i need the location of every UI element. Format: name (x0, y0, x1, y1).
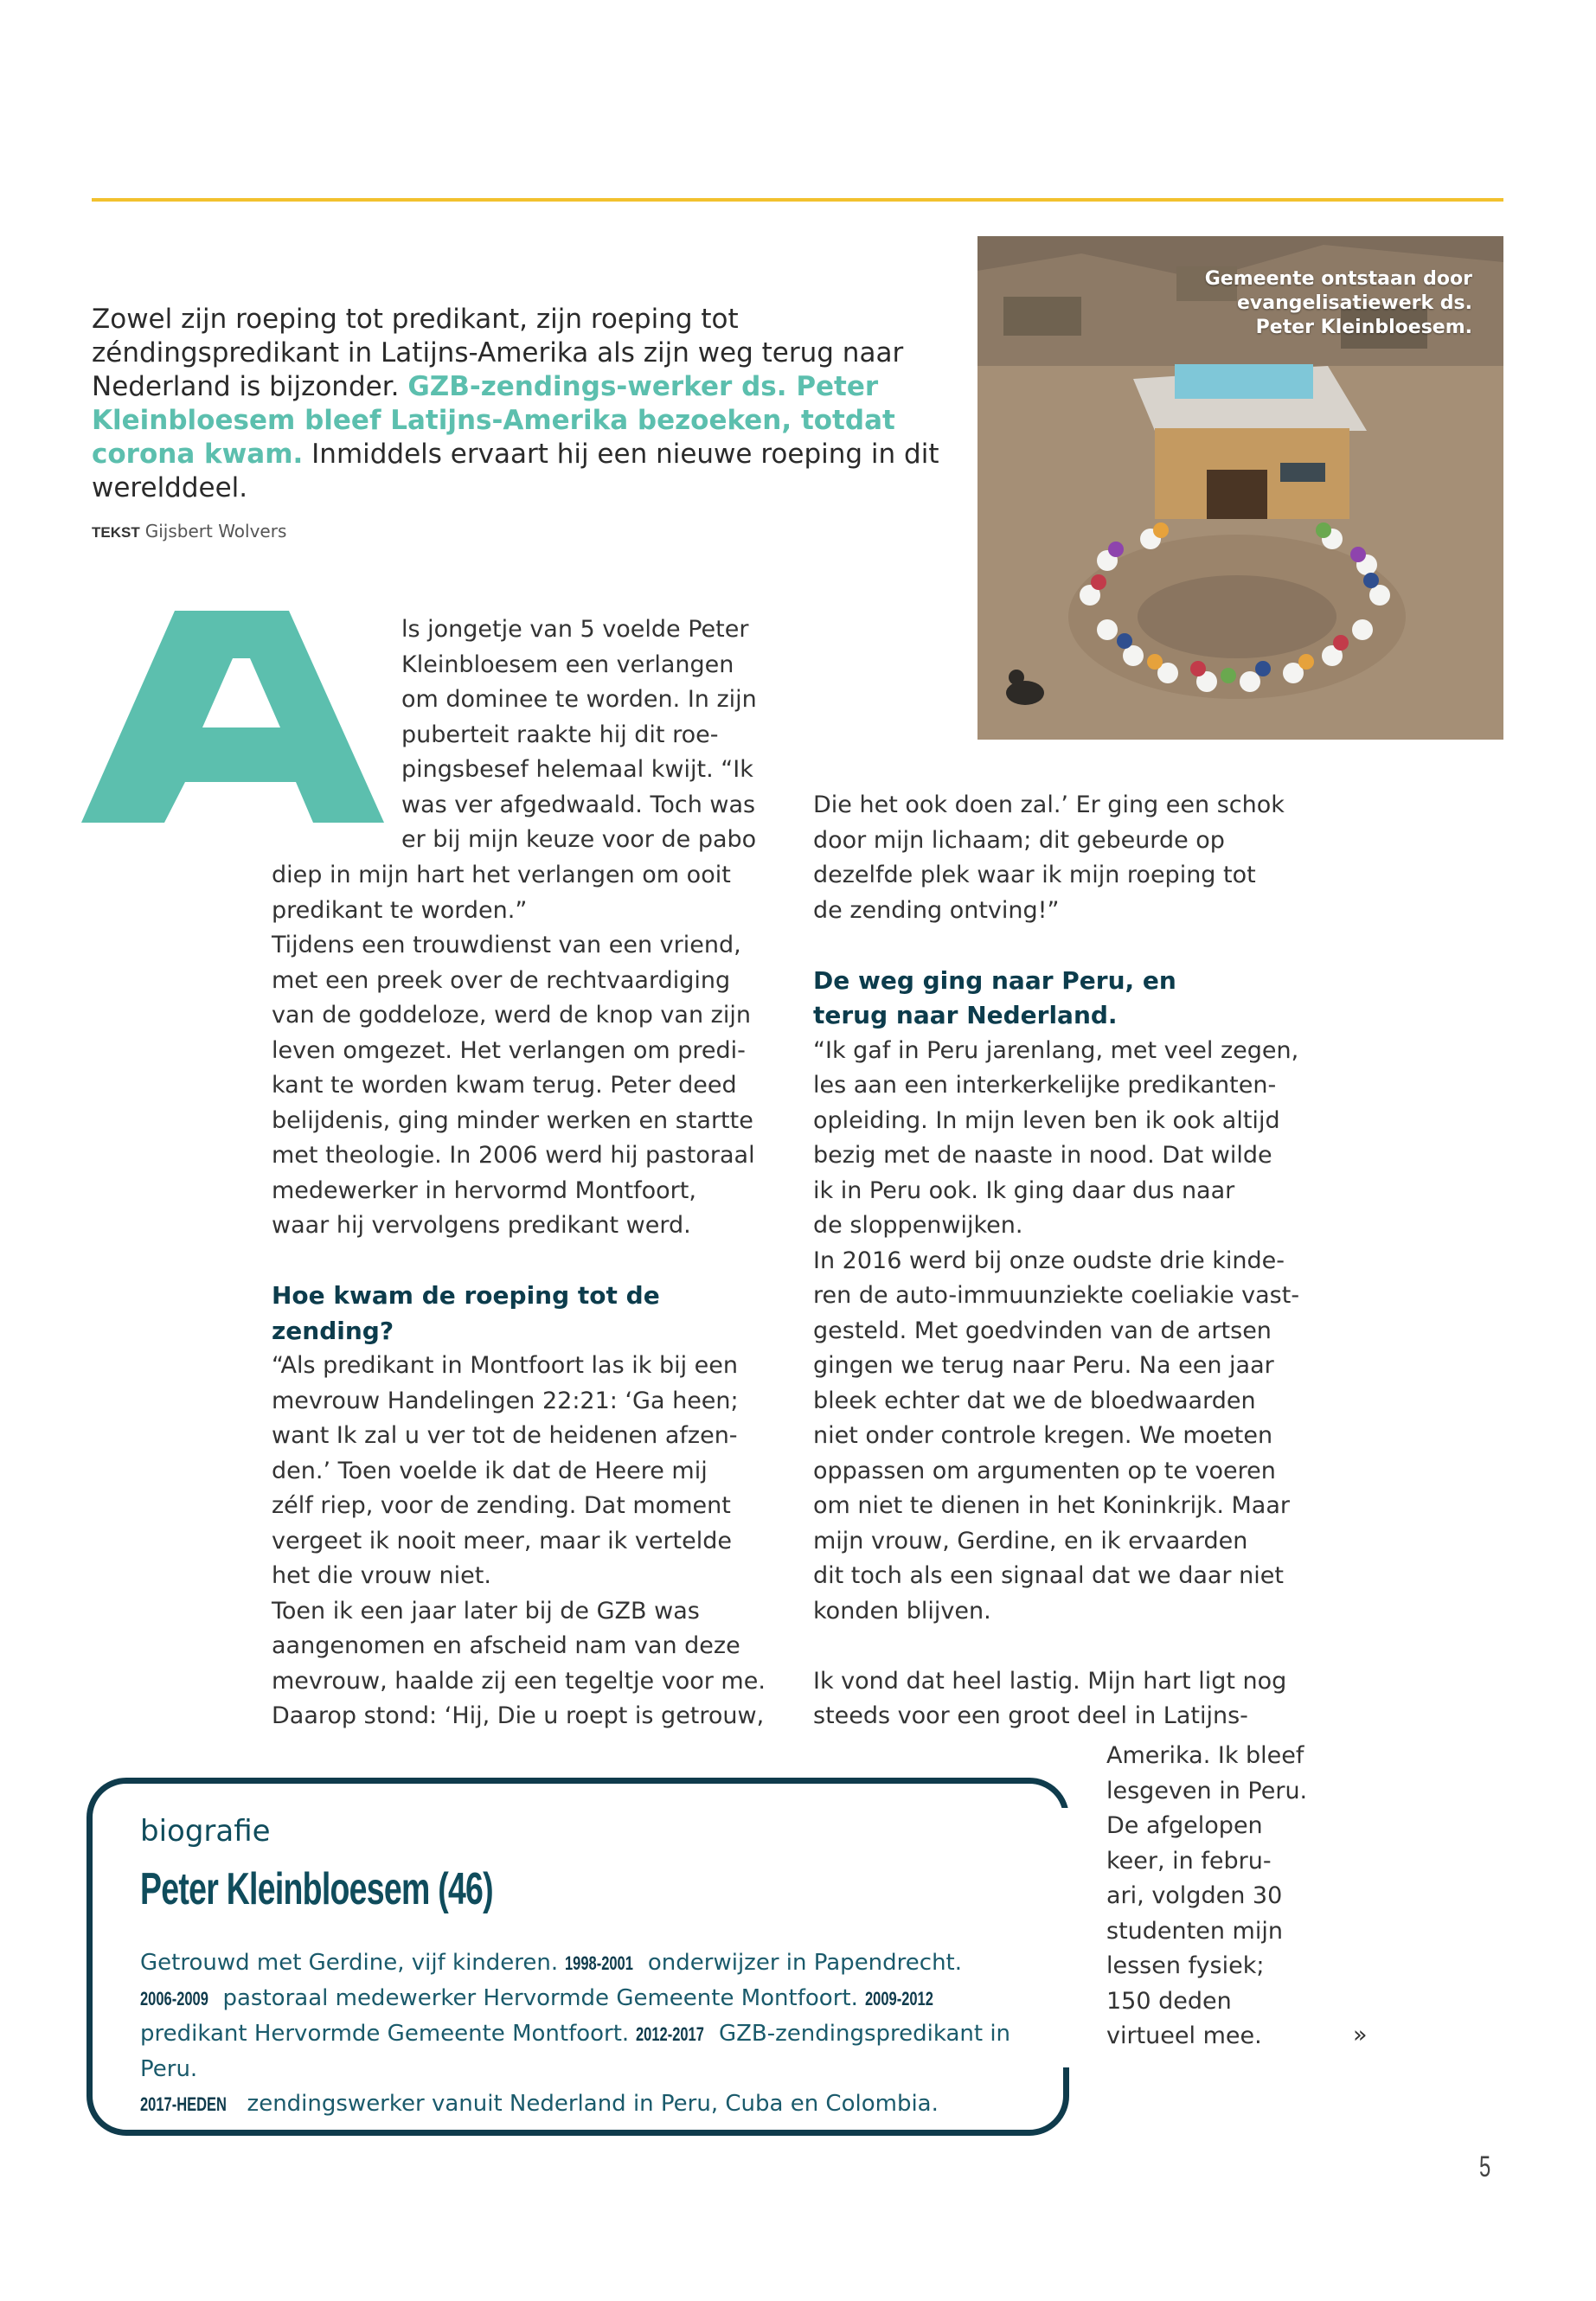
col2-line: ari, volgden 30 (1106, 1882, 1283, 1909)
col2-line: oppassen om argumenten op te voeren (813, 1457, 1276, 1484)
photo-caption: Gemeente ontstaan door evangelisatiewerk ds. Peter Kleinbloesem. (1204, 268, 1472, 338)
section-heading: Hoe kwam de roeping tot de (272, 1281, 660, 1310)
col1-line: waar hij vervolgens predikant werd. (272, 1212, 691, 1239)
col2-line: In 2016 werd bij onze oudste drie kinde- (813, 1247, 1285, 1274)
col1-line: diep in mijn hart het verlangen om ooit (272, 862, 731, 888)
bio-text: Getrouwd met Gerdine, vijf kinderen. (140, 1950, 566, 1976)
bio-year: 2009-2012 (865, 1988, 934, 2009)
col2-line: De afgelopen (1106, 1812, 1263, 1839)
col2-line: door mijn lichaam; dit gebeurde op (813, 826, 1225, 854)
section-heading: zending? (272, 1316, 394, 1345)
col2-line: lessen fysiek; (1106, 1952, 1265, 1979)
col1-line: belijdenis, ging minder werken en startte (272, 1106, 753, 1134)
top-rule (92, 198, 1503, 202)
author-credit (92, 521, 286, 542)
col2-line: “Ik gaf in Peru jarenlang, met veel zegen, (813, 1036, 1299, 1064)
bio-year: 2012-2017 (636, 2023, 705, 2045)
col2-line: mijn vrouw, Gerdine, en ik ervaarden (813, 1527, 1248, 1554)
col2-line: keer, in febru- (1106, 1847, 1272, 1875)
col1-line: mevrouw, haalde zij een tegeltje voor me. (272, 1667, 766, 1695)
col1-line: medewerker in hervormd Montfoort, (272, 1176, 696, 1204)
col2-line: Ik vond dat heel lastig. Mijn hart ligt nog (813, 1667, 1287, 1695)
column1-text (272, 858, 782, 1734)
col2-line: virtueel mee. (1106, 2022, 1262, 2049)
col1-line: den.’ Toen voelde ik dat de Heere mij (272, 1457, 708, 1484)
col1-line: vergeet ik nooit meer, maar ik vertelde (272, 1527, 733, 1554)
col1-line: Daarop stond: ‘Hij, Die u roept is getrouw, (272, 1702, 765, 1729)
bio-name: Peter Kleinbloesem (46) (140, 1864, 493, 1914)
col2-line: opleiding. In mijn leven ben ik ook altijd (813, 1106, 1280, 1134)
col2-line: ren de auto-immuunziekte coeliakie vast- (813, 1282, 1300, 1309)
col1-line: het die vrouw niet. (272, 1562, 491, 1589)
section-heading: De weg ging naar Peru, en (813, 965, 1176, 995)
col2-line: steeds voor een groot deel in Latijns- (813, 1702, 1248, 1729)
bio-text: predikant Hervormde Gemeente Montfoort. (140, 2021, 637, 2047)
continue-marker: » (1353, 2022, 1368, 2048)
col1-line: Toen ik een jaar later bij de GZB was (272, 1597, 700, 1625)
col2-line: lesgeven in Peru. (1106, 1777, 1308, 1804)
col2-line: gesteld. Met goedvinden van de artsen (813, 1317, 1272, 1344)
col2-line: konden blijven. (813, 1597, 991, 1625)
col2-line: de sloppenwijken. (813, 1212, 1023, 1239)
col2-line: dezelfde plek waar ik mijn roeping tot (813, 862, 1256, 888)
col2-line: 150 deden (1106, 1987, 1232, 2015)
col1-line: aangenomen en afscheid nam van deze (272, 1632, 740, 1659)
col1-line: zélf riep, voor de zending. Dat moment (272, 1492, 731, 1519)
bio-body (140, 1945, 1057, 2122)
bio-year: 1998-2001 (565, 1952, 634, 1974)
bio-text: GZB-zendingspredikant in Peru. (140, 2021, 1011, 2082)
drop-cap-letter (81, 611, 384, 836)
col1-line: leven omgezet. Het verlangen om predi- (272, 1036, 746, 1064)
col1-line: predikant te worden.” (272, 896, 528, 924)
col2-line: de zending ontving!” (813, 896, 1060, 924)
church-photo (977, 236, 1503, 740)
col2-line: dit toch als een signaal dat we daar niet (813, 1562, 1284, 1589)
column2-narrow-text (1106, 1739, 1323, 2054)
column1-wrap-text (401, 612, 782, 858)
col1-line: Kleinbloesem een verlangen (401, 651, 734, 678)
col2-line: gingen we terug naar Peru. Na een jaar (813, 1352, 1274, 1379)
col1-line: “Als predikant in Montfoort las ik bij een (272, 1352, 739, 1379)
intro-highlight: GZB-zendings-werker ds. Peter Kleinbloesem bleef Latijns-Amerika bezoeken, totdat corona kwam. (92, 371, 895, 470)
section-heading: terug naar Nederland. (813, 1001, 1118, 1029)
col1-line: was ver afgedwaald. Toch was (401, 791, 756, 818)
col2-line: ik in Peru ook. Ik ging daar dus naar (813, 1176, 1235, 1204)
drop-cap-a (81, 611, 384, 836)
col1-line: ls jongetje van 5 voelde Peter (401, 616, 749, 643)
bio-year: 2017-HEDEN (140, 2093, 227, 2115)
col2-line: bezig met de naaste in nood. Dat wilde (813, 1142, 1272, 1169)
col2-line: om niet te dienen in het Koninkrijk. Maar (813, 1492, 1290, 1519)
column2-text (813, 788, 1332, 1734)
col2-line: Die het ook doen zal.’ Er ging een schok (813, 792, 1285, 818)
col1-line: Tijdens een trouwdienst van een vriend, (272, 932, 741, 958)
col2-line: les aan een interkerkelijke predikanten- (813, 1072, 1277, 1099)
bio-label: biografie (140, 1814, 271, 1849)
biography-box (87, 1778, 1069, 2136)
col1-line: want Ik zal u ver tot de heidenen afzen- (272, 1422, 738, 1449)
intro-lead (92, 303, 948, 505)
credit-label: TEKST (92, 524, 140, 541)
col1-line: pingsbesef helemaal kwijt. “Ik (401, 756, 753, 783)
col2-line: Amerika. Ik bleef (1106, 1742, 1304, 1769)
col2-line: niet onder controle kregen. We moeten (813, 1422, 1273, 1449)
col1-line: er bij mijn keuze voor de pabo (401, 826, 757, 853)
bio-year: 2006-2009 (140, 1988, 208, 2009)
col1-line: met theologie. In 2006 werd hij pastoraal (272, 1142, 755, 1169)
bio-text: pastoraal medewerker Hervormde Gemeente Montfoort. (215, 1985, 866, 2011)
bio-text: zendingswerker vanuit Nederland in Peru, Cuba en Colombia. (240, 2091, 939, 2117)
col2-line: bleek echter dat we de bloedwaarden (813, 1387, 1256, 1414)
col1-line: om dominee te worden. In zijn (401, 686, 757, 713)
bio-text: onderwijzer in Papendrecht. (640, 1950, 963, 1976)
intro-text-end: Inmiddels ervaart hij een nieuwe roeping in dit werelddeel. (92, 439, 939, 503)
col1-line: met een preek over de rechtvaardiging (272, 966, 731, 994)
col1-line: van de goddeloze, werd de knop van zijn (272, 1002, 751, 1029)
col2-line: studenten mijn (1106, 1917, 1283, 1945)
page-number: 5 (1479, 2150, 1491, 2183)
col1-line: mevrouw Handelingen 22:21: ‘Ga heen; (272, 1387, 739, 1414)
credit-author: Gijsbert Wolvers (144, 521, 287, 542)
intro-text: Zowel zijn roeping tot predikant, zijn roeping tot zéndingspredikant in Latijns-Amerika als zijn weg terug naar Nederland is bijzonder. (92, 304, 904, 402)
col1-line: kant te worden kwam terug. Peter deed (272, 1072, 737, 1099)
col1-line: puberteit raakte hij dit roe- (401, 721, 719, 748)
